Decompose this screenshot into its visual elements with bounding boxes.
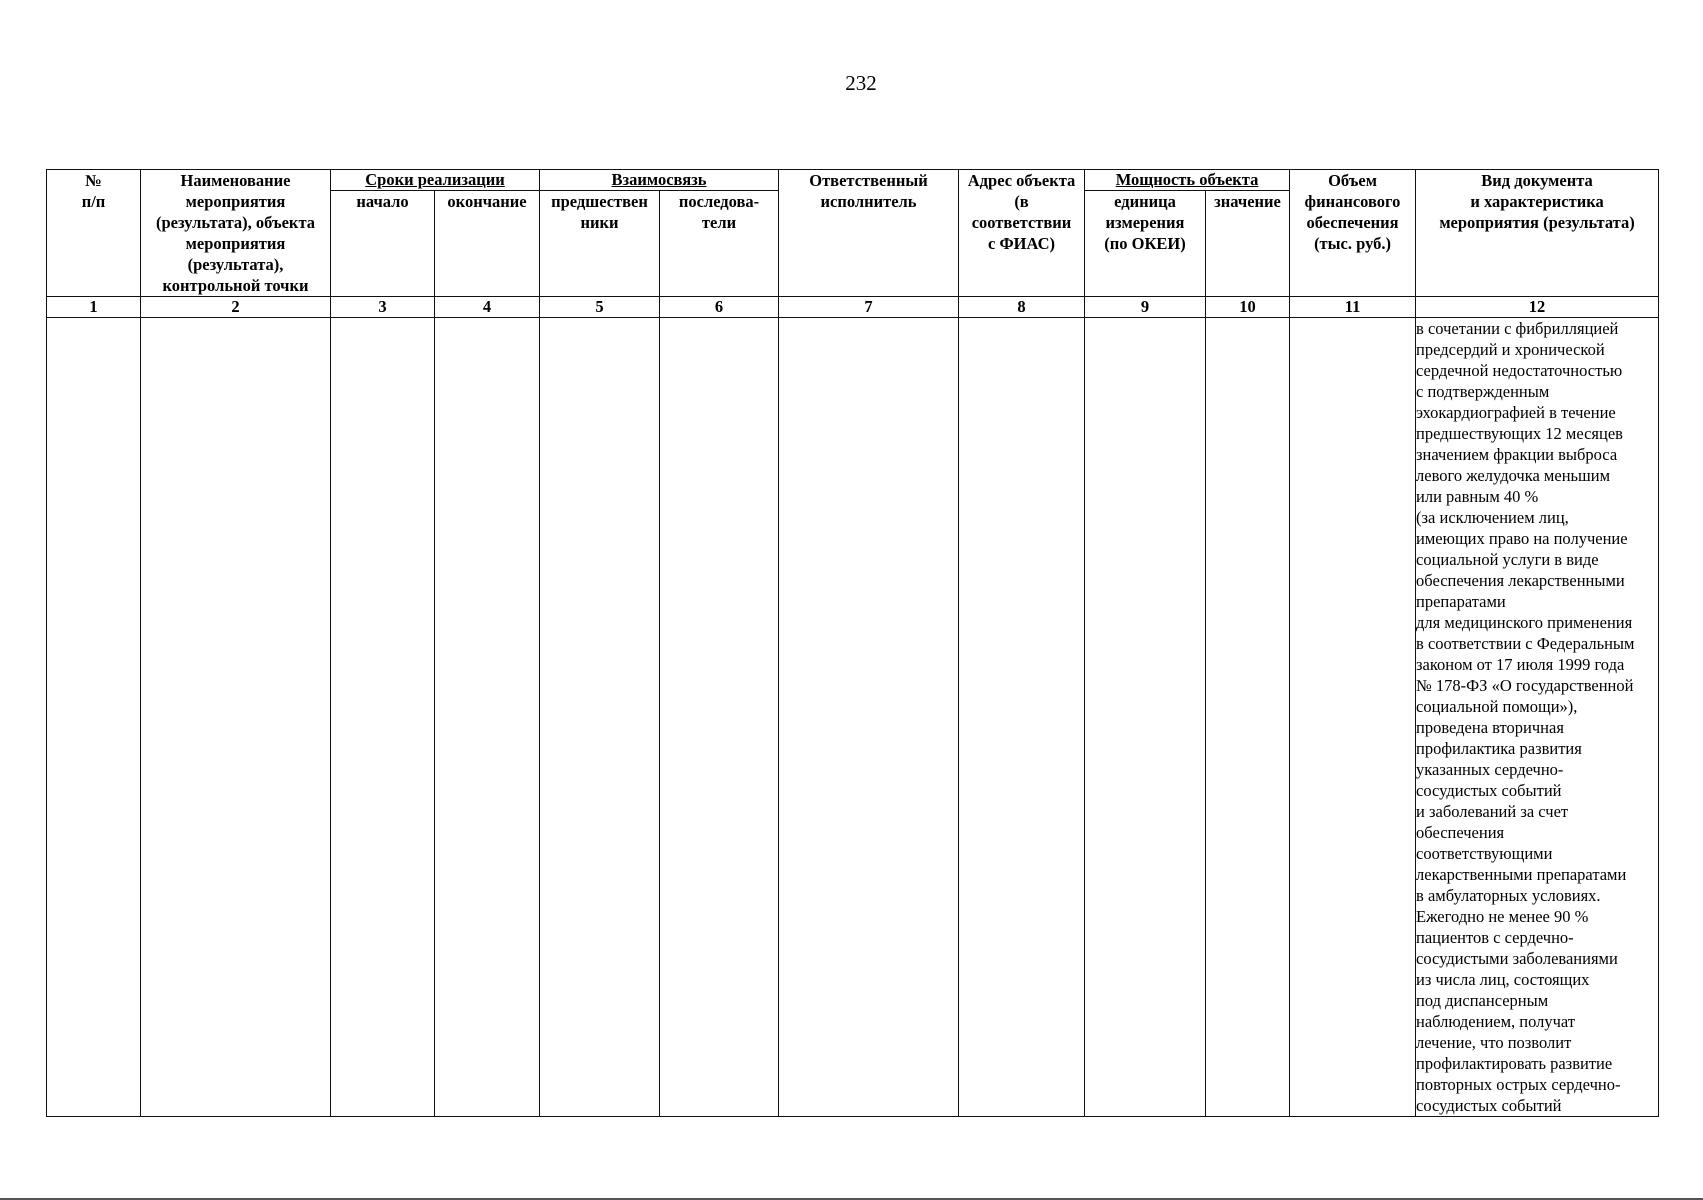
header-name-line: (результата),	[187, 255, 284, 274]
header-name-line: контрольной точки	[162, 276, 309, 295]
description-line: предсердий и хронической	[1416, 340, 1605, 359]
header-group-capacity-label: Мощность объекта	[1115, 170, 1259, 189]
header-financing-line: (тыс. руб.)	[1314, 234, 1391, 253]
description-line: и заболеваний за счет	[1416, 802, 1569, 821]
header-predecessors	[540, 191, 660, 297]
header-document-line: Вид документа	[1481, 171, 1593, 190]
description-line: социальной помощи»),	[1416, 697, 1578, 716]
description-line: под диспансерным	[1416, 991, 1549, 1010]
header-value-label: значение	[1214, 192, 1281, 211]
table-row	[47, 318, 1659, 1117]
column-number: 1	[47, 297, 141, 318]
header-name-line: (результата), объекта	[156, 213, 315, 232]
description-line: с подтвержденным	[1416, 382, 1550, 401]
header-address-line: соответствии	[971, 213, 1072, 232]
header-document-line: и характеристика	[1470, 192, 1604, 211]
description-line: или равным 40 %	[1416, 487, 1539, 506]
description-line: левого желудочка меньшим	[1416, 466, 1611, 485]
column-number: 6	[660, 297, 779, 318]
header-number-line: №	[85, 171, 102, 190]
cell-start	[331, 318, 435, 1117]
header-start-label: начало	[356, 192, 409, 211]
header-financing-line: обеспечения	[1306, 213, 1399, 232]
header-responsible-line: Ответственный	[809, 171, 928, 190]
header-number-line: п/п	[81, 192, 106, 211]
cell-document-description	[1416, 318, 1659, 1117]
header-financing	[1290, 170, 1416, 297]
description-line: указанных сердечно-	[1416, 760, 1564, 779]
column-number: 3	[331, 297, 435, 318]
description-line: сосудистых событий	[1416, 781, 1562, 800]
cell-successors	[660, 318, 779, 1117]
column-number: 7	[779, 297, 959, 318]
description-line: лекарственными препаратами	[1416, 865, 1627, 884]
cell-value	[1206, 318, 1290, 1117]
column-number: 8	[959, 297, 1085, 318]
header-address-line: с ФИАС)	[988, 234, 1055, 253]
cell-name	[141, 318, 331, 1117]
header-address	[959, 170, 1085, 297]
description-line: пациентов с сердечно-	[1416, 928, 1574, 947]
header-predecessors-line: ники	[580, 213, 619, 232]
header-unit-line: измерения	[1105, 213, 1185, 232]
description-line: Ежегодно не менее 90 %	[1416, 907, 1589, 926]
page-number: 232	[845, 71, 877, 95]
header-financing-line: Объем	[1328, 171, 1377, 190]
column-number: 10	[1206, 297, 1290, 318]
plan-table	[46, 169, 1659, 1117]
column-number: 4	[435, 297, 540, 318]
header-end-label: окончание	[447, 192, 527, 211]
header-start	[331, 191, 435, 297]
header-number	[47, 170, 141, 297]
column-number: 9	[1085, 297, 1206, 318]
header-successors	[660, 191, 779, 297]
header-responsible-line: исполнитель	[820, 192, 917, 211]
header-value	[1206, 191, 1290, 297]
description-line: сосудистыми заболеваниями	[1416, 949, 1618, 968]
cell-end	[435, 318, 540, 1117]
column-number: 5	[540, 297, 660, 318]
cell-financing	[1290, 318, 1416, 1117]
cell-predecessors	[540, 318, 660, 1117]
header-name-line: мероприятия	[185, 192, 286, 211]
description-line: имеющих право на получение	[1416, 529, 1628, 548]
description-line: соответствующими	[1416, 844, 1553, 863]
description-line: в амбулаторных условиях.	[1416, 886, 1601, 905]
header-address-line: Адрес объекта	[967, 171, 1076, 190]
header-successors-line: последова-	[678, 192, 760, 211]
description-line: повторных острых сердечно-	[1416, 1075, 1621, 1094]
column-number: 11	[1290, 297, 1416, 318]
description-line: предшествующих 12 месяцев	[1416, 424, 1623, 443]
header-group-capacity	[1085, 170, 1290, 191]
description-line: сосудистых событий	[1416, 1096, 1562, 1115]
header-predecessors-line: предшествен	[551, 192, 648, 211]
description-line: в сочетании с фибрилляцией	[1416, 319, 1619, 338]
header-name	[141, 170, 331, 297]
header-group-links-label: Взаимосвязь	[611, 170, 707, 189]
description-line: эхокардиографией в течение	[1416, 403, 1616, 422]
description-line: из числа лиц, состоящих	[1416, 970, 1590, 989]
header-address-line: (в	[1014, 192, 1029, 211]
header-group-terms-label: Сроки реализации	[365, 170, 505, 189]
header-unit-line: единица	[1114, 192, 1176, 211]
column-number: 12	[1416, 297, 1659, 318]
description-line: для медицинского применения	[1416, 613, 1633, 632]
description-line: в соответствии с Федеральным	[1416, 634, 1635, 653]
description-line: проведена вторичная	[1416, 718, 1564, 737]
description-line: сердечной недостаточностью	[1416, 361, 1623, 380]
description-line: № 178-ФЗ «О государственной	[1416, 676, 1634, 695]
header-document	[1416, 170, 1659, 297]
column-number: 2	[141, 297, 331, 318]
description-line: (за исключением лиц,	[1416, 508, 1569, 527]
header-unit	[1085, 191, 1206, 297]
header-responsible	[779, 170, 959, 297]
description-line: профилактика развития	[1416, 739, 1582, 758]
cell-address	[959, 318, 1085, 1117]
description-line: наблюдением, получат	[1416, 1012, 1576, 1031]
header-group-links	[540, 170, 779, 191]
description-line: значением фракции выброса	[1416, 445, 1618, 464]
header-successors-line: тели	[701, 213, 737, 232]
header-financing-line: финансового	[1304, 192, 1401, 211]
header-name-line: Наименование	[180, 171, 291, 190]
header-name-line: мероприятия	[185, 234, 286, 253]
description-line: профилактировать развитие	[1416, 1054, 1613, 1073]
header-group-terms	[331, 170, 540, 191]
header-end	[435, 191, 540, 297]
description-line: препаратами	[1416, 592, 1506, 611]
cell-unit	[1085, 318, 1206, 1117]
header-unit-line: (по ОКЕИ)	[1104, 234, 1186, 253]
cell-responsible	[779, 318, 959, 1117]
description-line: социальной услуги в виде	[1416, 550, 1599, 569]
header-document-line: мероприятия (результата)	[1439, 213, 1635, 232]
description-line: лечение, что позволит	[1416, 1033, 1572, 1052]
cell-number	[47, 318, 141, 1117]
description-line: обеспечения	[1416, 823, 1505, 842]
description-line: обеспечения лекарственными	[1416, 571, 1625, 590]
description-line: законом от 17 июля 1999 года	[1416, 655, 1625, 674]
